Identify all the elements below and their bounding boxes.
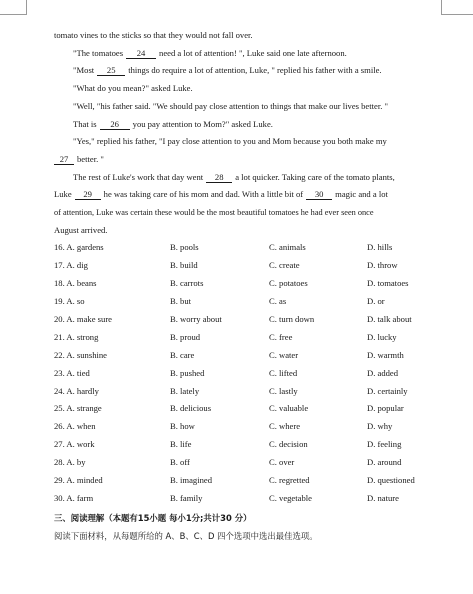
option-b: B. how — [170, 421, 195, 432]
option-d: D. tomatoes — [367, 278, 409, 289]
passage-line — [54, 133, 444, 151]
passage-text: things do require a lot of attention, Luke, " replied his father with a smile. — [128, 65, 382, 76]
option-a: 19. A. so — [54, 296, 85, 307]
passage-text: need a lot of attention! ", Luke said one late afternoon. — [159, 47, 347, 58]
passage-line — [54, 186, 444, 204]
option-a: 24. A. hardly — [54, 385, 99, 396]
option-c: C. potatoes — [269, 278, 308, 289]
option-d: D. added — [367, 367, 399, 378]
option-d: D. talk about — [367, 314, 412, 324]
option-b: B. pushed — [170, 367, 205, 378]
passage-text: magic and a lot — [335, 189, 388, 200]
option-c: C. free — [269, 331, 293, 342]
passage-text: of attention, Luke was certain these would be the most beautiful tomatoes he had ever seen once — [54, 208, 374, 218]
option-row-28 — [54, 454, 444, 472]
passage-text: The rest of Luke's work that day went — [73, 171, 204, 182]
option-c: C. lifted — [269, 367, 298, 378]
option-row-23 — [54, 365, 444, 383]
option-a: 18. A. beans — [54, 278, 97, 289]
option-a: 25. A. strange — [54, 403, 102, 414]
option-b: B. off — [170, 457, 190, 468]
passage-text: "What do you mean?" asked Luke. — [73, 83, 193, 94]
option-a: 29. A. minded — [54, 475, 103, 486]
passage-text: a lot quicker. Taking care of the tomato plants, — [235, 171, 395, 182]
crop-mark-top-left-horizontal — [0, 14, 26, 15]
option-row-30 — [54, 490, 444, 508]
option-c: C. regretted — [269, 475, 310, 486]
option-a: 20. A. make sure — [54, 314, 112, 324]
option-row-19 — [54, 293, 444, 311]
option-c: C. turn down — [269, 314, 315, 324]
passage-line — [54, 169, 444, 187]
passage-text: "Well, "his father said. "We should pay close attention to things that make our lives better. " — [73, 100, 389, 111]
passage-line — [54, 62, 444, 80]
option-a: 27. A. work — [54, 439, 95, 450]
option-d: D. warmth — [367, 349, 404, 360]
option-a: 22. A. sunshine — [54, 349, 107, 360]
passage-line — [54, 27, 444, 45]
option-c: C. over — [269, 457, 295, 468]
options-list — [54, 239, 444, 507]
passage-text: That is — [73, 118, 97, 129]
section-heading: 三、阅读理解（本题有15小题 每小1分;共计30 分） — [54, 512, 252, 523]
blank-28: 28 — [206, 172, 232, 183]
passage-text: tomato vines to the sticks so that they would not fall over. — [54, 30, 253, 40]
blank-25: 25 — [97, 65, 125, 76]
blank-30: 30 — [306, 189, 332, 200]
option-c: C. create — [269, 260, 300, 271]
option-b: B. pools — [170, 242, 199, 253]
option-row-24 — [54, 383, 444, 401]
passage-line — [54, 80, 444, 98]
option-row-16 — [54, 239, 444, 257]
option-a: 30. A. farm — [54, 492, 94, 503]
option-row-18 — [54, 275, 444, 293]
option-c: C. where — [269, 421, 301, 432]
option-row-26 — [54, 418, 444, 436]
option-d: D. popular — [367, 403, 404, 414]
option-c: C. as — [269, 296, 287, 307]
blank-26: 26 — [100, 119, 130, 130]
option-b: B. proud — [170, 331, 201, 342]
passage-line — [54, 45, 444, 63]
crop-mark-top-left-vertical — [26, 0, 27, 15]
option-row-27 — [54, 436, 444, 454]
document-page — [54, 27, 444, 546]
section-directions: 阅读下面材料，从每题所给的 A、B、C、D 四个选项中选出最佳选项。 — [54, 530, 318, 541]
passage-text: "The tomatoes — [73, 47, 124, 58]
passage-line — [54, 151, 444, 169]
option-d: D. or — [367, 296, 385, 307]
option-d: D. throw — [367, 260, 398, 271]
crop-mark-top-right-vertical — [441, 0, 442, 15]
option-a: 28. A. by — [54, 457, 86, 468]
option-d: D. lucky — [367, 331, 397, 342]
passage-line — [54, 98, 444, 116]
passage-text: Luke — [54, 189, 72, 200]
option-d: D. hills — [367, 242, 393, 253]
option-d: D. nature — [367, 492, 399, 503]
passage-line — [54, 116, 444, 134]
option-d: D. certainly — [367, 385, 408, 396]
option-c: C. vegetable — [269, 492, 312, 503]
option-a: 16. A. gardens — [54, 242, 104, 253]
option-row-29 — [54, 472, 444, 490]
option-c: C. animals — [269, 242, 306, 253]
passage-text: "Yes," replied his father, "I pay close attention to you and Mom because you both make my — [73, 136, 387, 147]
option-c: C. water — [269, 349, 299, 360]
blank-29: 29 — [75, 189, 101, 200]
option-b: B. build — [170, 260, 198, 271]
crop-mark-top-right-horizontal — [441, 14, 473, 15]
passage-text: August arrived. — [54, 224, 108, 235]
option-c: C. valuable — [269, 403, 309, 414]
option-b: B. care — [170, 349, 195, 360]
passage-text: better. " — [77, 153, 104, 164]
option-b: B. family — [170, 492, 203, 503]
option-b: B. imagined — [170, 475, 213, 486]
option-c: C. lastly — [269, 385, 298, 396]
option-b: B. but — [170, 296, 192, 307]
option-row-21 — [54, 329, 444, 347]
passage-text: you pay attention to Mom?" asked Luke. — [132, 118, 273, 129]
passage-text: "Most — [73, 65, 95, 76]
passage-line — [54, 222, 444, 240]
passage-line — [54, 204, 444, 222]
option-a: 21. A. strong — [54, 331, 99, 342]
option-a: 17. A. dig — [54, 260, 88, 271]
option-c: C. decision — [269, 439, 308, 450]
option-d: D. why — [367, 421, 393, 432]
option-b: B. worry about — [170, 314, 222, 324]
option-b: B. delicious — [170, 403, 212, 414]
option-b: B. lately — [170, 385, 200, 396]
option-d: D. around — [367, 457, 402, 468]
option-row-22 — [54, 347, 444, 365]
blank-24: 24 — [126, 48, 156, 59]
blank-27: 27 — [54, 154, 74, 165]
option-a: 23. A. tied — [54, 367, 90, 378]
option-row-17 — [54, 257, 444, 275]
option-row-20 — [54, 311, 444, 329]
option-d: D. questioned — [367, 475, 415, 486]
passage-text: he was taking care of his mom and dad. With a little bit of — [103, 189, 304, 200]
option-d: D. feeling — [367, 439, 402, 450]
option-a: 26. A. when — [54, 421, 96, 432]
option-b: B. carrots — [170, 278, 204, 289]
option-row-25 — [54, 400, 444, 418]
option-b: B. life — [170, 439, 192, 450]
